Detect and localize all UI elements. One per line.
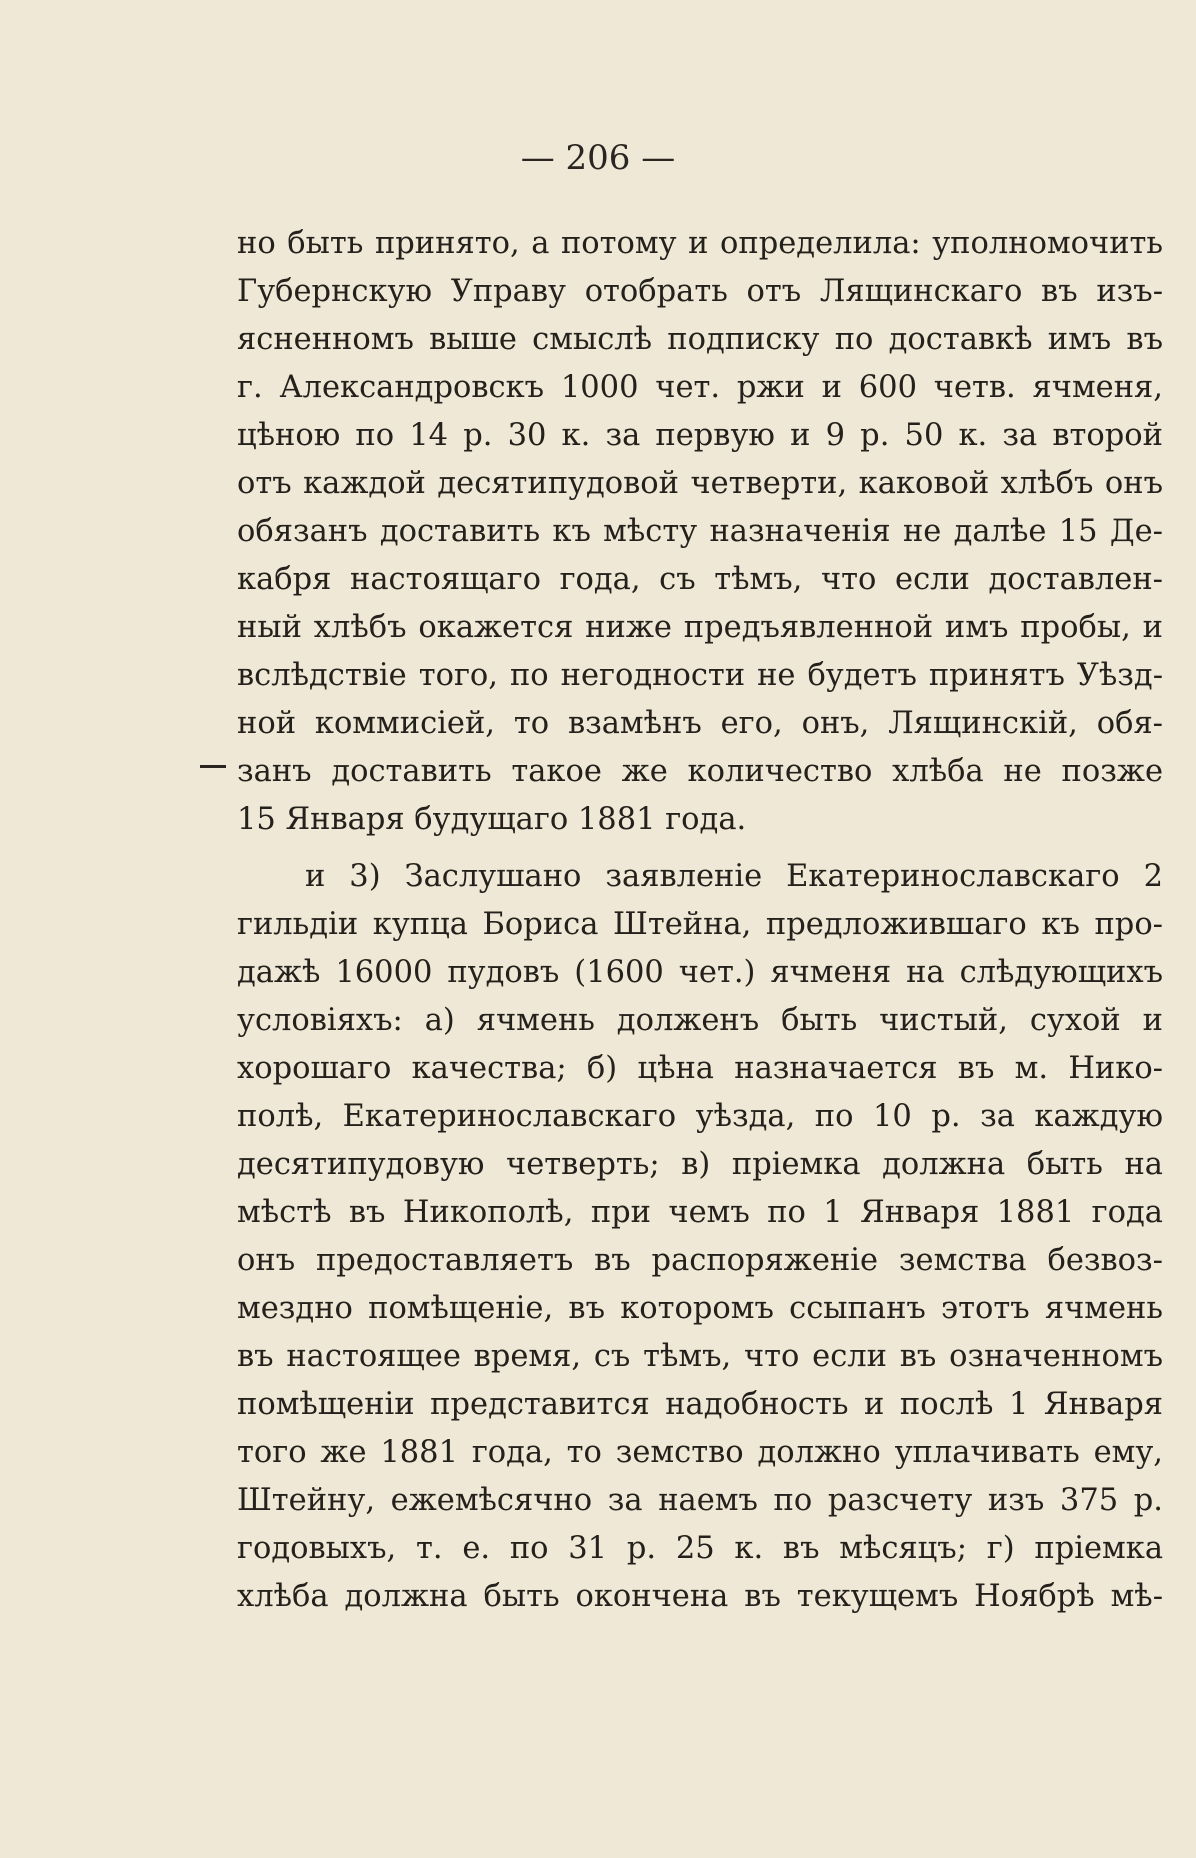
- text-line: условіяхъ: а) ячмень долженъ быть чистый, сухой и: [237, 1003, 1163, 1038]
- text-line: вслѣдствіе того, по негодности не будетъ принятъ Уѣзд-: [237, 658, 1163, 693]
- text-line: онъ предоставляетъ въ распоряженіе земства безвоз-: [237, 1243, 1163, 1278]
- text-line: Штейну, ежемѣсячно за наемъ по разсчету изъ 375 р.: [237, 1483, 1163, 1518]
- text-line: Губернскую Управу отобрать отъ Лящинскаго въ изъ-: [237, 274, 1163, 309]
- text-line: годовыхъ, т. е. по 31 р. 25 к. въ мѣсяцъ; г) пріемка: [237, 1531, 1163, 1566]
- text-line: ной коммисіей, то взамѣнъ его, онъ, Лящинскій, обя-: [237, 706, 1163, 741]
- text-line: кабря настоящаго года, съ тѣмъ, что если доставлен-: [237, 562, 1163, 597]
- text-line: ясненномъ выше смыслѣ подписку по доставкѣ имъ въ: [237, 322, 1163, 357]
- text-line: того же 1881 года, то земство должно уплачивать ему,: [237, 1435, 1163, 1470]
- page-number: — 206 —: [520, 138, 676, 178]
- text-line: обязанъ доставить къ мѣсту назначенія не далѣе 15 Де-: [237, 514, 1163, 549]
- text-line: отъ каждой десятипудовой четверти, каковой хлѣбъ онъ: [237, 466, 1163, 501]
- paragraph-1: [237, 220, 1163, 844]
- text-line: и 3) Заслушано заявленіе Екатеринославскаго 2: [305, 859, 1163, 894]
- text-line: г. Александровскъ 1000 чет. ржи и 600 четв. ячменя,: [237, 370, 1163, 405]
- text-line: занъ доставить такое же количество хлѣба не позже: [237, 754, 1163, 789]
- text-line: гильдіи купца Бориса Штейна, предложившаго къ про-: [237, 907, 1163, 942]
- text-line: дажѣ 16000 пудовъ (1600 чет.) ячменя на слѣдующихъ: [237, 955, 1163, 990]
- margin-mark: [200, 765, 226, 768]
- text-line: мѣстѣ въ Никополѣ, при чемъ по 1 Января 1881 года: [237, 1195, 1163, 1230]
- text-line: хлѣба должна быть окончена въ текущемъ Ноябрѣ мѣ-: [237, 1579, 1163, 1614]
- text-line: мездно помѣщеніе, въ которомъ ссыпанъ этотъ ячмень: [237, 1291, 1163, 1326]
- text-line: помѣщеніи представится надобность и послѣ 1 Января: [237, 1387, 1163, 1422]
- text-line: ный хлѣбъ окажется ниже предъявленной имъ пробы, и: [237, 610, 1163, 645]
- text-line: 15 Января будущаго 1881 года.: [237, 802, 747, 837]
- paragraph-2: [237, 853, 1163, 1621]
- text-line: десятипудовую четверть; в) пріемка должна быть на: [237, 1147, 1163, 1182]
- text-line: цѣною по 14 р. 30 к. за первую и 9 р. 50 к. за второй: [237, 418, 1163, 453]
- text-line: но быть принято, а потому и определила: уполномочить: [237, 226, 1163, 261]
- text-line: полѣ, Екатеринославскаго уѣзда, по 10 р. за каждую: [237, 1099, 1163, 1134]
- text-line: въ настоящее время, съ тѣмъ, что если въ означенномъ: [237, 1339, 1163, 1374]
- text-line: хорошаго качества; б) цѣна назначается въ м. Нико-: [237, 1051, 1163, 1086]
